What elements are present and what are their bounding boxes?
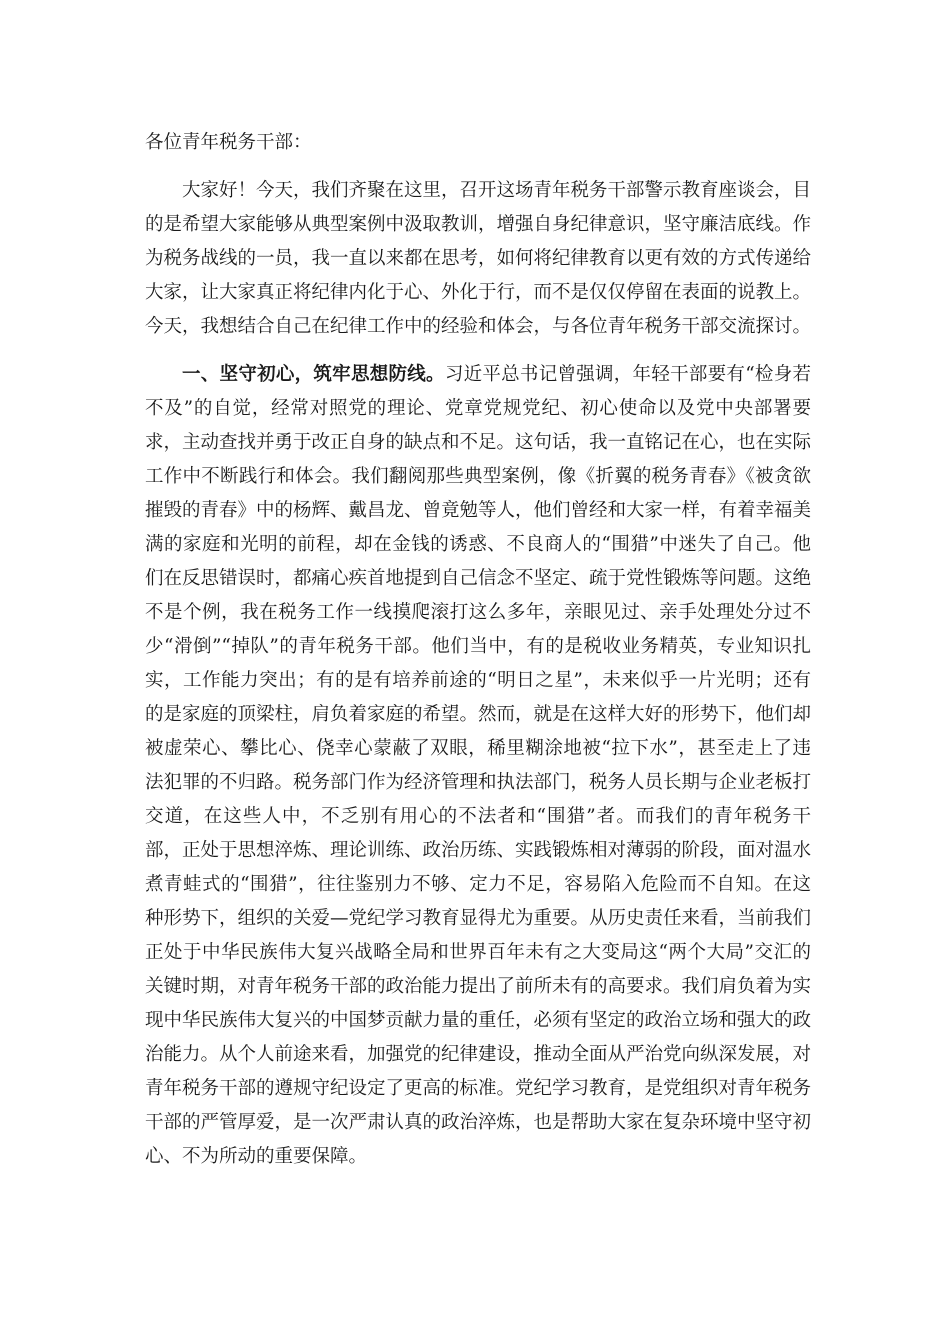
salutation: 各位青年税务干部： (145, 132, 312, 153)
section-1-body: 习近平总书记曾强调，年轻干部要有“检身若不及”的自觉，经常对照党的理论、党章党规党纪、初心使命以及党中央部署要求，主动查找并勇于改正自身的缺点和不足。这句话，我一直铭记在心，也在实际工作中不断践行和体会。我们翻阅那些典型案例，像《折翼的税务青春》《被贪欲摧毁的青春》中的杨辉、戴昌龙、曾竟勉等人，他们曾经和大家一样，有着幸福美满的家庭和光明的前程，却在金钱的诱惑、不良商人的“围猎”中迷失了自己。他们在反思错误时，都痛心疾首地提到自己信念不坚定、疏于党性锻炼等问题。这绝不是个例，我在税务工作一线摸爬滚打这么多年，亲眼见过、亲手处理处分过不少“滑倒”“掉队”的青年税务干部。他们当中，有的是税收业务精英，专业知识扎实，工作能力突出；有的是有培养前途的“明日之星”，未来似乎一片光明；还有的是家庭的顶梁柱，肩负着家庭的希望。然而，就是在这样大好的形势下，他们却被虚荣心、攀比心、侥幸心蒙蔽了双眼，稀里糊涂地被“拉下水”，甚至走上了违法犯罪的不归路。税务部门作为经济管理和执法部门，税务人员长期与企业老板打交道，在这些人中，不乏别有用心的不法者和“围猎”者。而我们的青年税务干部，正处于思想淬炼、理论训练、政治历练、实践锻炼相对薄弱的阶段，面对温水煮青蛙式的“围猎”，往往鉴别力不够、定力不足，容易陷入危险而不自知。在这种形势下，组织的关爱—党纪学习教育显得尤为重要。从历史责任来看，当前我们正处于中华民族伟大复兴战略全局和世界百年未有之大变局这“两个大局”交汇的关键时期，对青年税务干部的政治能力提出了前所未有的高要求。我们肩负着为实现中华民族伟大复兴的中国梦贡献力量的重任，必须有坚定的政治立场和强大的政治能力。从个人前途来看，加强党的纪律建设，推动全面从严治党向纵深发展，对青年税务干部的遵规守纪设定了更高的标准。党纪学习教育，是党组织对青年税务干部的严管厚爱，是一次严肃认真的政治淬炼，也是帮助大家在复杂环境中坚守初心、不为所动的重要保障。 (145, 364, 812, 1167)
section-1-heading: 一、坚守初心，筑牢思想防线。 (182, 364, 445, 385)
section-1-paragraph (145, 358, 811, 1174)
intro-paragraph: 大家好！今天，我们齐聚在这里，召开这场青年税务干部警示教育座谈会，目的是希望大家能够从典型案例中汲取教训，增强自身纪律意识，坚守廉洁底线。作为税务战线的一员，我一直以来都在思考，如何将纪律教育以更有效的方式传递给大家，让大家真正将纪律内化于心、外化于行，而不是仅仅停留在表面的说教上。今天，我想结合自己在纪律工作中的经验和体会，与各位青年税务干部交流探讨。 (145, 180, 812, 337)
document-page (145, 126, 811, 1174)
